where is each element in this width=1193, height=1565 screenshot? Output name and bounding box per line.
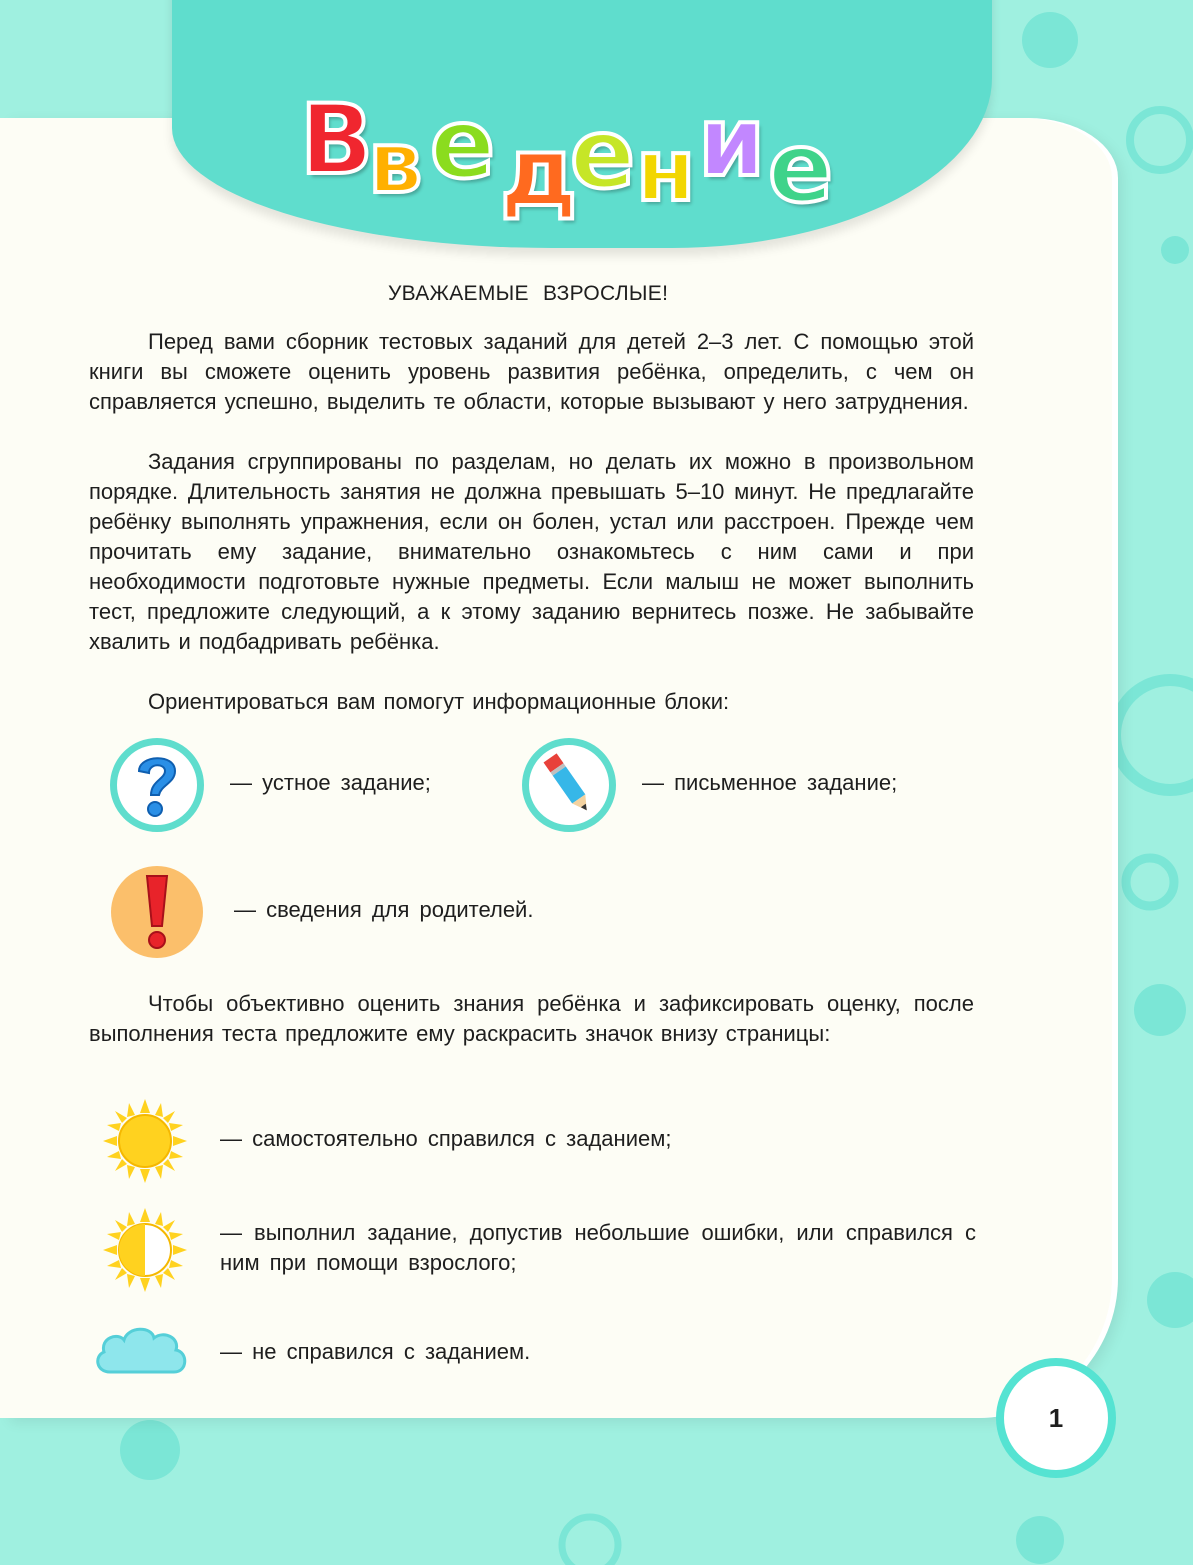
instructions-paragraph: Задания сгруппированы по разделам, но делать их можно в произвольном порядке. Длительность занятия не должна превышать 5–10 минут. Не предлагайте ребёнку выполнять упражнения, если он болен, устал или расстроен. Прежде чем прочитать ему задание, внимательно ознакомьтесь с ним сами и при необходимости подготовьте нужные предметы. Если малыш не может выполнить тест, предложите следующий, а к этому заданию вернитесь позже. Не забывайте хвалить и подбадривать ребёнка. — [89, 449, 974, 654]
cloud-icon — [90, 1320, 190, 1382]
cloud-label: — не справился с заданием. — [220, 1339, 531, 1364]
full-sun-icon — [103, 1099, 187, 1183]
intro-paragraph: Перед вами сборник тестовых заданий для детей 2–3 лет. С помощью этой книги вы сможете оценить уровень развития ребёнка, определить, с чем он справляется успешно, выделить те области, которые вызывают у него затруднения. — [89, 329, 974, 414]
title-letter: В — [300, 84, 374, 196]
half-sun-label: — выполнил задание, допустив небольшие ошибки, или справился с ним при помощи взрослого; — [220, 1220, 976, 1275]
parents-info-label: — сведения для родителей. — [234, 897, 534, 922]
title-letter: н — [636, 121, 696, 221]
title-letter: е — [430, 88, 496, 200]
title-letter: и — [698, 86, 766, 198]
oral-task-label: — устное задание; — [230, 770, 431, 795]
page-title — [300, 72, 860, 228]
page-number: 1 — [996, 1358, 1116, 1478]
half-sun-icon — [103, 1208, 187, 1292]
parents-info-badge — [111, 866, 203, 958]
title-letter: е — [768, 112, 834, 224]
pencil-icon — [539, 750, 599, 820]
question-mark-icon — [127, 749, 187, 821]
title-letter: в — [368, 113, 423, 213]
exclamation-mark-icon — [137, 872, 177, 952]
title-letter: е — [570, 98, 636, 210]
written-task-label: — письменное задание; — [642, 770, 898, 795]
title-letter: д — [500, 116, 578, 228]
blocks-intro-paragraph: Ориентироваться вам помогут информационные блоки: — [148, 689, 730, 714]
rating-intro-paragraph: Чтобы объективно оценить знания ребёнка и зафиксировать оценку, после выполнения теста предложите ему раскрасить значок внизу страницы: — [89, 991, 974, 1046]
greeting-heading: УВАЖАЕМЫЕ ВЗРОСЛЫЕ! — [388, 282, 669, 305]
oral-task-badge — [110, 738, 204, 832]
full-sun-label: — самостоятельно справился с заданием; — [220, 1126, 672, 1151]
written-task-badge — [522, 738, 616, 832]
